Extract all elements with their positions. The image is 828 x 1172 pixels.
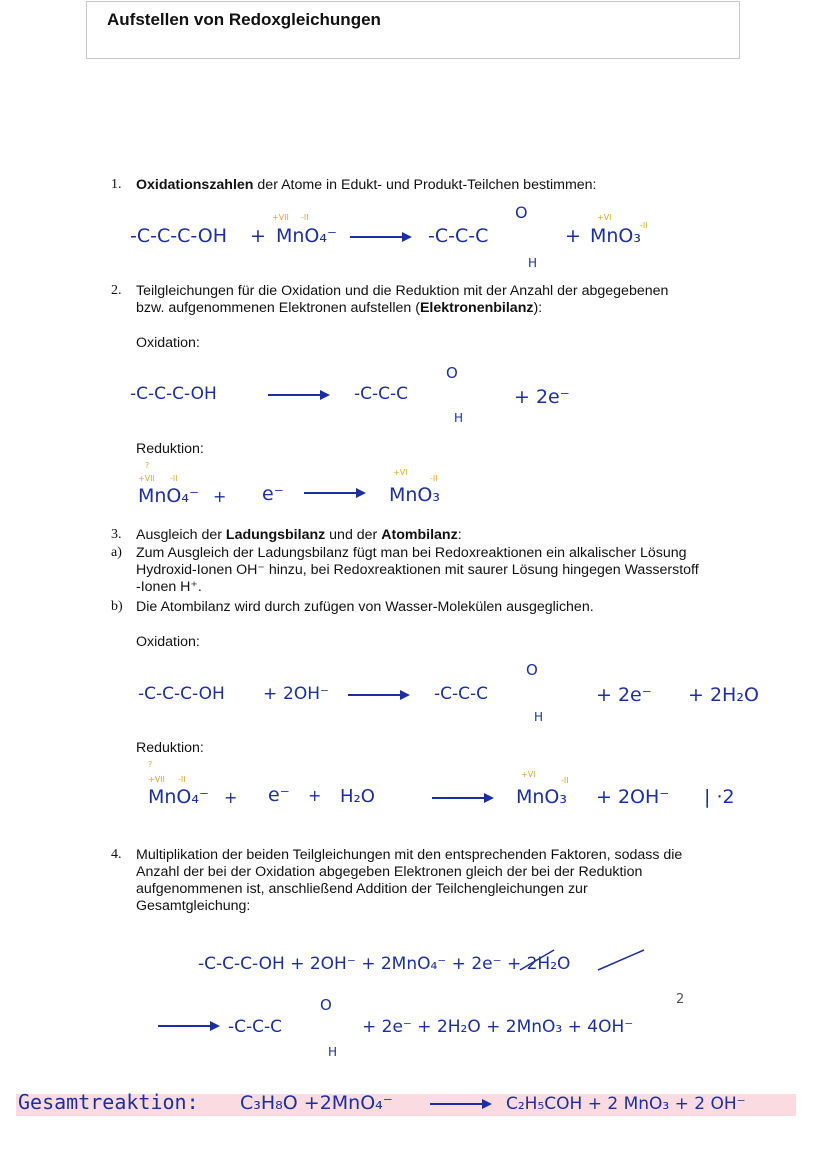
step-4-line-2: Anzahl der bei der Oxidation abgegeben Elektronen gleich der bei der Reduktion <box>136 864 643 880</box>
step-2-line-1: Teilgleichungen für die Oxidation und die Reduktion mit der Anzahl der abgegebenen <box>136 283 669 299</box>
eq3-ox-arrow-icon <box>348 688 410 702</box>
page-title: Aufstellen von Redoxgleichungen <box>107 10 381 29</box>
step-2-bold: Elektronenbilanz <box>419 300 534 316</box>
eq4-line-1: -C-C-C-OH + 2OH⁻ + 2MnO₄⁻ + 2e⁻ + 2H₂O <box>198 954 571 974</box>
eq1-ox-vii: +VII <box>272 213 289 222</box>
step-3a-label: a) <box>111 545 122 560</box>
eq3-ox-chain: -C-C-C-OH <box>138 684 225 704</box>
eq1-ox-ii: -II <box>301 213 309 222</box>
title-box <box>86 1 740 59</box>
eq2-ox-aldehyde: -C-C-C <box>354 384 409 404</box>
eq3-ox-aldehyde: -C-C-C <box>434 684 489 704</box>
eq2-ox-arrow-icon <box>268 388 330 402</box>
eq3-ox-2h2o: + 2H₂O <box>688 684 759 706</box>
eq4-strike-icon <box>518 946 648 974</box>
eq3-red-2oh: + 2OH⁻ <box>596 786 670 808</box>
step-3-lead: Ausgleich der <box>136 527 226 543</box>
step-3-number: 3. <box>111 527 122 542</box>
step-4-line-1: Multiplikation der beiden Teilgleichungen mit den entsprechenden Faktoren, sodass die <box>136 847 683 863</box>
eq4-arrow-icon <box>158 1019 220 1033</box>
eq2-ox-chain: -C-C-C-OH <box>130 384 217 404</box>
eq2-ox-2e: + 2e⁻ <box>514 386 570 408</box>
eq2-red-e: e⁻ <box>262 483 284 505</box>
eq1-oxygen: O <box>515 203 528 222</box>
eq2-ox-oxygen: O <box>446 364 458 382</box>
step-1-bold: Oxidationszahlen <box>136 177 254 193</box>
gesamt-eq-left: C₃H₈O +2MnO₄⁻ <box>240 1092 393 1114</box>
step-4-line-3: aufgenommenen ist, anschließend Addition der Teilchengleichungen zur <box>136 881 588 897</box>
step-3a-line-3: -Ionen H⁺. <box>136 579 202 595</box>
eq3-red-arrow-icon <box>432 791 494 805</box>
step-3b-line: Die Atombilanz wird durch zufügen von Wasser-Molekülen ausgeglichen. <box>136 599 594 615</box>
oxidation-label-1: Oxidation: <box>136 335 200 351</box>
gesamt-arrow-icon <box>430 1097 492 1111</box>
eq1-plus-2: + <box>565 225 581 247</box>
eq1-arrow-icon <box>350 230 412 244</box>
eq3-red-ox-ii: -II <box>178 775 186 784</box>
step-1-number: 1. <box>111 177 122 192</box>
eq3-red-plus: + <box>224 788 238 807</box>
reduktion-label-2: Reduktion: <box>136 740 204 756</box>
eq3-ox-hydrogen: H <box>534 710 544 724</box>
eq3-red-ox-vii: +VII <box>148 775 165 784</box>
eq3-red-mno3: MnO₃ <box>516 786 568 808</box>
eq1-mno3: MnO₃ <box>590 225 642 247</box>
gesamt-eq-right: C₂H₅COH + 2 MnO₃ + 2 OH⁻ <box>506 1094 746 1114</box>
step-3a-line-2: Hydroxid-Ionen OH⁻ hinzu, bei Redoxreaktionen mit saurer Lösung hingegen Wasserstoff <box>136 562 699 578</box>
eq3-red-plus-2: + <box>308 786 322 805</box>
eq4-oxygen: O <box>320 996 332 1014</box>
eq3-red-ox-vi: +VI <box>521 770 536 779</box>
eq1-ox-vi: +VI <box>597 213 612 222</box>
oxidation-label-2: Oxidation: <box>136 634 200 650</box>
eq4-hydrogen: H <box>328 1045 338 1059</box>
eq2-red-arrow-icon <box>304 486 366 500</box>
eq2-red-q: ? <box>145 461 150 470</box>
eq1-hydrogen: H <box>528 256 538 270</box>
step-4-line-4: Gesamtgleichung: <box>136 898 251 914</box>
eq2-ox-hydrogen: H <box>454 411 464 425</box>
eq3-ox-plus: + <box>263 684 278 704</box>
step-3-mid: und der <box>325 527 382 543</box>
eq3-red-mno4: MnO₄⁻ <box>148 786 210 808</box>
step-1-text <box>136 177 597 194</box>
eq4-aldehyde: -C-C-C <box>228 1017 283 1037</box>
eq4-line-2: + 2e⁻ + 2H₂O + 2MnO₃ + 4OH⁻ <box>362 1017 634 1037</box>
step-3-bold-1: Ladungsbilanz <box>225 527 326 543</box>
eq3-ox-oxygen: O <box>526 661 538 679</box>
step-3a-line-1: Zum Ausgleich der Ladungsbilanz fügt man bei Redoxreaktionen ein alkalischer Lösung <box>136 545 687 561</box>
eq1-chain: -C-C-C-OH <box>130 225 227 247</box>
step-2-text: bzw. aufgenommenen Elektronen aufstellen ( <box>136 300 420 316</box>
step-3-bold-2: Atombilanz <box>381 527 458 543</box>
eq3-ox-2oh: 2OH⁻ <box>283 684 329 704</box>
eq3-red-ox-ii-2: -II <box>561 776 569 785</box>
step-4-number: 4. <box>111 847 122 862</box>
step-3b-label: b) <box>111 599 123 614</box>
eq1-mno4: MnO₄⁻ <box>276 225 338 247</box>
eq2-red-ox-ii: -II <box>170 474 178 483</box>
step-3-end: : <box>457 527 462 543</box>
eq3-red-e: e⁻ <box>268 784 290 806</box>
step-2-line-2 <box>136 300 542 317</box>
eq3-red-h2o: H₂O <box>340 786 375 807</box>
eq4-small-2: 2 <box>676 992 685 1007</box>
eq3-ox-2e: + 2e⁻ <box>596 684 652 706</box>
eq2-red-ox-vi: +VI <box>393 468 408 477</box>
eq2-red-plus: + <box>213 487 227 506</box>
eq2-red-ox-vii: +VII <box>138 474 155 483</box>
eq3-red-q: ? <box>148 760 153 769</box>
eq2-red-ox-ii-2: -II <box>430 474 438 483</box>
gesamt-label: Gesamtreaktion: <box>18 1090 199 1114</box>
eq1-ox-ii-2: -II <box>640 221 648 230</box>
eq1-plus: + <box>250 225 266 247</box>
eq2-red-mno3: MnO₃ <box>389 484 441 506</box>
eq3-red-times2: | ·2 <box>704 786 735 808</box>
eq2-red-mno4: MnO₄⁻ <box>138 485 200 507</box>
eq1-aldehyde: -C-C-C <box>428 225 489 247</box>
step-2-end: ): <box>533 300 543 316</box>
step-2-number: 2. <box>111 283 122 298</box>
reduktion-label-1: Reduktion: <box>136 441 204 457</box>
step-1-rest: der Atome in Edukt- und Produkt-Teilchen bestimmen: <box>253 177 597 193</box>
step-3-text <box>136 527 462 544</box>
